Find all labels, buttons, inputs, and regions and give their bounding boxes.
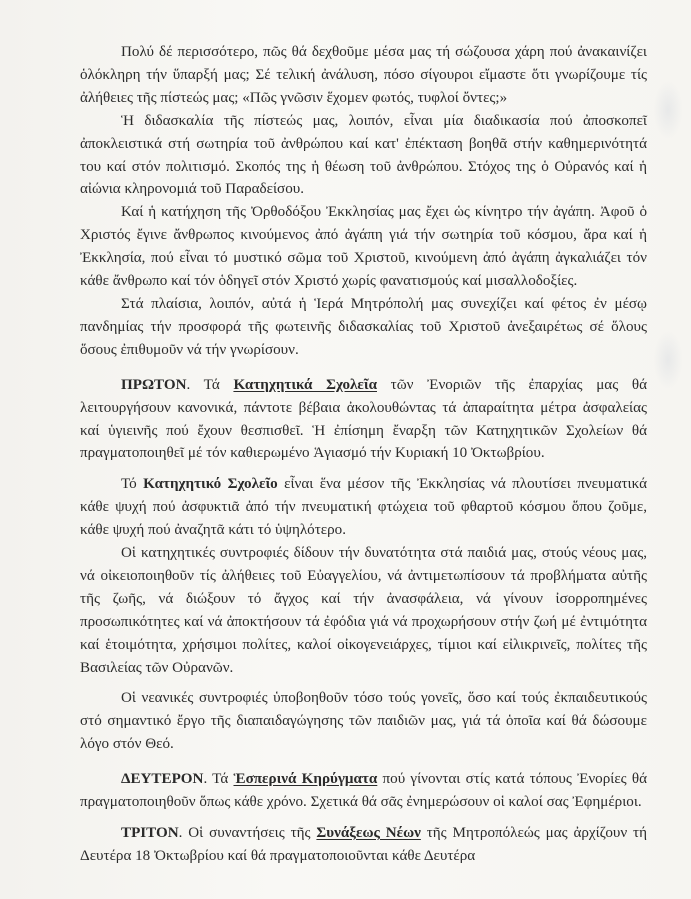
section-heading: ΤΡΙΤΟΝ bbox=[121, 825, 179, 841]
paragraph-text: Ἡ διδασκαλία τῆς πίστεώς μας, λοιπόν, εἶναι μία διαδικασία πού ἀποσκοπεῖ ἀποκλειστικά στή σωτηρία τοῦ ἀνθρώπου καί κατ' ἐπέκταση βοηθᾶ στήν καθημερινότητά του καί στόν πολιτισμό. Σκοπός της ἡ θέωση τοῦ ἀνθρώπου. Στόχος της ὁ Οὐρανός καί ἡ αἰώνια κληρονομιά τοῦ Παραδείσου. bbox=[80, 112, 647, 198]
paragraph-spacer bbox=[80, 465, 647, 473]
paragraph-text: τῆς Μητροπόλεώς μας ἀρχίζουν τή Δευτέρα 18 Ὀκτωβρίου καί θά πραγματοποιοῦνται κάθε Δευτέρα bbox=[80, 825, 648, 864]
paragraph-text: Οἱ κατηχητικές συντροφιές δίδουν τήν δυνατότητα στά παιδιά μας, στούς νέους μας, νά οἰκειοποιηθοῦν τίς ἀλήθειες τοῦ Εὐαγγελίου, νά ἀντιμετωπίσουν τά προβλήματα αὐτῆς τῆς ζωῆς, νά διώξουν τό ἄγχος καί τήν ἀνασφάλεια, νά γίνουν ἰσορροπημένες προσωπικότητες καί νά ἀποκτήσουν τά ἐφόδια γιά νά προχωρήσουν στήν ζωή μέ ἐντιμότητα καί ἑτοιμότητα, χρήσιμοι πολίτες, καλοί οἰκογενειάρχες, τίμιοι καί εἰλικρινεῖς, πολίτες τῆς Βασιλείας τῶν Οὐρανῶν. bbox=[80, 545, 647, 676]
paragraph bbox=[80, 473, 647, 542]
paragraph-text: Καί ἡ κατήχηση τῆς Ὀρθοδόξου Ἐκκλησίας μας ἔχει ὡς κίνητρο τήν ἀγάπη. Ἀφοῦ ὁ Χριστός ἔγινε ἄνθρωπος κινούμενος ἀπό ἀγάπη γιά τήν σωτηρία τοῦ κόσμου, ἄρα καί ἡ Ἐκκλησία, πού εἶναι τό μυστικό σῶμα τοῦ Χριστοῦ, κινούμενη ἀπό ἀγάπη ἀγκαλιάζει τόν κάθε ἄνθρωπο καί τόν ὁδηγεῖ στόν Χριστό χωρίς φανατισμούς καί μισαλλοδοξίες. bbox=[80, 204, 647, 290]
paragraph-text: . Οἱ συναντήσεις τῆς bbox=[178, 825, 317, 841]
section-heading: ΠΡΩΤΟΝ bbox=[121, 376, 187, 393]
paragraph-spacer bbox=[80, 814, 647, 822]
paragraph-text: Πολύ δέ περισσότερο, πῶς θά δεχθοῦμε μέσα μας τή σώζουσα χάρη πού ἀνακαινίζει ὁλόκληρη τήν ὕπαρξή μας; Σέ τελική ἀνάλυση, πόσο σίγουροι εἴμαστε ὅτι γνωρίζουμε τίς ἀλήθειες τῆς πίστεώς μας; «Πῶς γνῶσιν ἕχομεν φωτός, τυφλοί ὄντες;» bbox=[80, 44, 647, 106]
paragraph-spacer bbox=[80, 679, 647, 687]
paragraph-text: Οἱ νεανικές συντροφιές ὑποβοηθοῦν τόσο τούς γονεῖς, ὅσο καί τούς ἐκπαιδευτικούς στό σημαντικό ἔργο τῆς διαπαιδαγώγησης τῶν παιδιῶν μας, γιά τά ὁποῖα καί θά δώσουμε λόγο στόν Θεό. bbox=[80, 690, 647, 753]
paragraph bbox=[80, 687, 647, 756]
highlighted-term: Συνάξεως Νέων bbox=[316, 825, 421, 841]
paragraph-text: . Τά bbox=[203, 771, 234, 788]
paragraph bbox=[80, 822, 647, 868]
bold-term: Κατηχητικό Σχολεῖο bbox=[143, 476, 278, 493]
section-heading: ΔΕΥΤΕΡΟΝ bbox=[121, 771, 204, 788]
paragraph bbox=[80, 768, 647, 814]
paragraph bbox=[80, 41, 647, 110]
highlighted-term: Ἑσπερινά Κηρύγματα bbox=[233, 771, 378, 788]
paragraph bbox=[80, 542, 647, 679]
paragraph-text: τῶν Ἐνοριῶν τῆς ἐπαρχίας μας θά λειτουργήσουν κανονικά, πάντοτε βέβαια ἀκολουθώντας τά ἀπαραίτητα μέτρα ἀσφαλείας καί ὑγιεινῆς πού ἔχουν θεσπισθεῖ. Ἡ ἐπίσημη ἔναρξη τῶν Κατηχητικῶν Σχολείων θά πραγματοποιηθεῖ μέ τόν καθιερωμένο Ἁγιασμό τήν Κυριακή 10 Ὀκτωβρίου. bbox=[80, 376, 648, 462]
paper-stain bbox=[653, 80, 683, 140]
paper-stain bbox=[653, 330, 683, 390]
paragraph-spacer bbox=[80, 362, 647, 374]
paragraph bbox=[80, 293, 647, 362]
paragraph bbox=[80, 201, 647, 293]
paragraph-text: . Τά bbox=[186, 376, 234, 393]
paragraph-text: εἶναι ἕνα μέσον τῆς Ἐκκλησίας νά πλουτίσει πνευματικά κάθε ψυχή πού ἀσφυκτιᾶ ἀπό τήν πνευματική φτώχεια τοῦ φθαρτοῦ κόσμου ὅπου ζοῦμε, κάθε ψυχή πού ἀναζητᾶ κάτι τό ὑψηλότερο. bbox=[80, 476, 647, 539]
paragraph-spacer bbox=[80, 756, 647, 768]
highlighted-term: Κατηχητικά Σχολεῖα bbox=[233, 376, 377, 393]
paragraph bbox=[80, 110, 647, 202]
paragraph bbox=[80, 374, 647, 466]
paragraph-text: Στά πλαίσια, λοιπόν, αὐτά ἡ Ἱερά Μητρόπολή μας συνεχίζει καί φέτος ἐν μέσῳ πανδημίας τήν προσφορά τῆς φωτεινῆς διδασκαλίας τοῦ Χριστοῦ ἀνεξαιρέτως σέ ὅλους ὅσους ἐπιθυμοῦν νά τήν γνωρίσουν. bbox=[80, 295, 647, 358]
paragraph-text: Τό bbox=[121, 476, 144, 493]
document-body bbox=[80, 41, 647, 868]
paragraph-text: πού γίνονται στίς κατά τόπους Ἐνορίες θά πραγματοποιηθοῦν ὅπως κάθε χρόνο. Σχετικά θά σᾶς ἐνημερώσουν οἱ καλοί σας Ἐφημέριοι. bbox=[80, 771, 648, 811]
